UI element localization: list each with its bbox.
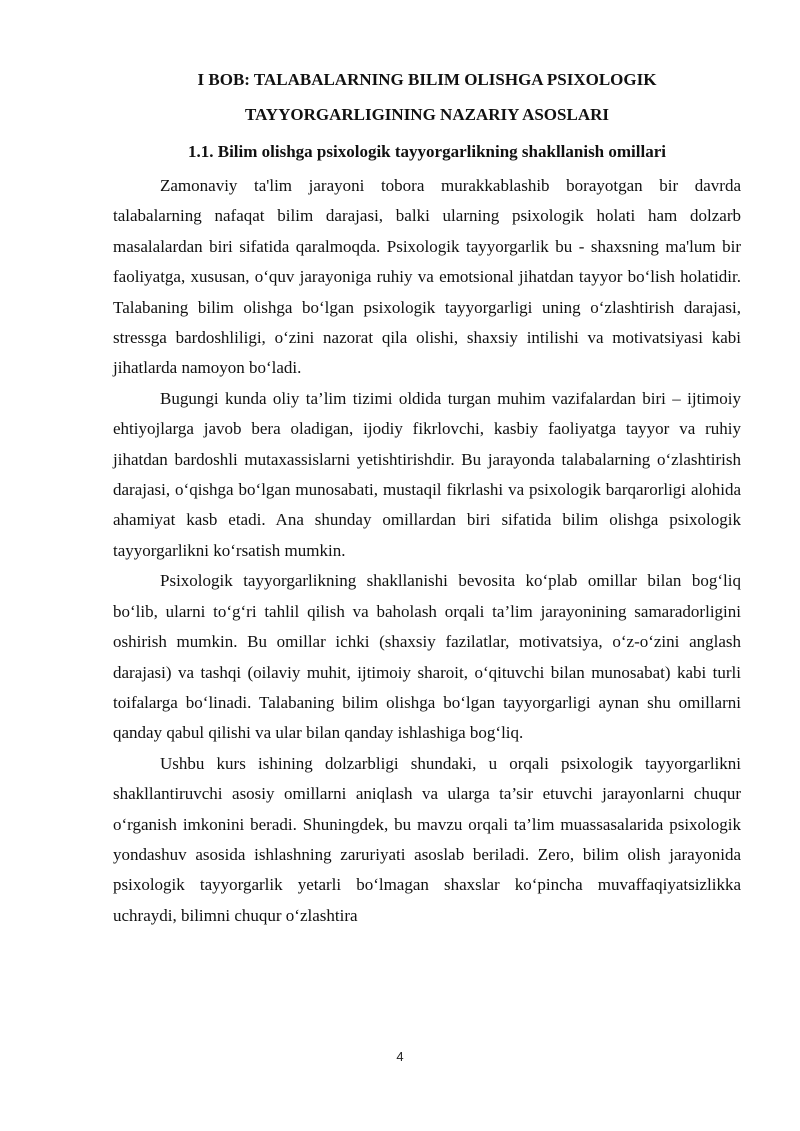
paragraph-3: Psixologik tayyorgarlikning shakllanishi bevosita ko‘plab omillar bilan bog‘liq bo‘lib, ularni to‘g‘ri tahlil qilish va baholash orqali ta’lim jarayonining samaradorligini oshirish mumkin. Bu omillar ichki (shaxsiy fazilatlar, motivatsiya, o‘z-o‘zini anglash darajasi) va tashqi (oilaviy muhit, ijtimoiy sharoit, o‘qituvchi bilan munosabat) kabi turli toifalarga bo‘linadi. Talabaning bilim olishga bo‘lgan tayyorgarligi aynan shu omillarni qanday qabul qilishi va ular bilan qanday ishlashiga bog‘liq.: [113, 571, 741, 743]
document-page: [113, 62, 741, 931]
page-number: 4: [396, 1049, 404, 1064]
paragraph-1: Zamonaviy ta'lim jarayoni tobora murakkablashib borayotgan bir davrda talabalarning nafaqat bilim darajasi, balki ularning psixologik holati ham dolzarb masalalardan biri sifatida qaralmoqda. Psixologik tayyorgarlik bu - shaxsning ma'lum bir faoliyatga, xususan, o‘quv jarayoniga ruhiy va emotsional jihatdan tayyor bo‘lish holatidir. Talabaning bilim olishga bo‘lgan psixologik tayyorgarligi uning o‘zlashtirish darajasi, stressga bardoshliligi, o‘zini nazorat qila olishi, shaxsiy intilishi va motivatsiyasi kabi jihatlarda namoyon bo‘ladi.: [113, 176, 741, 378]
paragraph-2: Bugungi kunda oliy ta’lim tizimi oldida turgan muhim vazifalardan biri – ijtimoiy ehtiyojlarga javob bera oladigan, ijodiy fikrlovchi, kasbiy faoliyatga tayyor va ruhiy jihatdan bardoshli mutaxassislarni yetishtirishdir. Bu jarayonda talabalarning o‘zlashtirish darajasi, o‘qishga bo‘lgan munosabati, mustaqil fikrlashi va psixologik barqarorligi alohida ahamiyat kasb etadi. Ana shunday omillardan biri sifatida bilim olishga psixologik tayyorgarlikni ko‘rsatish mumkin.: [113, 388, 741, 560]
paragraph-4: Ushbu kurs ishining dolzarbligi shundaki, u orqali psixologik tayyorgarlikni shakllantiruvchi asosiy omillarni aniqlash va ularga ta’sir etuvchi jarayonlarni chuqur o‘rganish imkonini beradi. Shuningdek, bu mavzu orqali ta’lim muassasalarida psixologik yondashuv asosida ishlashning zaruriyati asoslab beriladi. Zero, bilim olish jarayonida psixologik tayyorgarlik yetarli bo‘lmagan shaxslar ko‘pincha muvaffaqiyatsizlikka uchraydi, bilimni chuqur o‘zlashtira: [113, 753, 741, 925]
section-title: 1.1. Bilim olishga psixologik tayyorgarlikning shakllanish omillari: [188, 142, 666, 161]
chapter-title: I BOB: TALABALARNING BILIM OLISHGA PSIXOLOGIK TAYYORGARLIGINING NAZARIY ASOSLARI: [197, 70, 657, 124]
